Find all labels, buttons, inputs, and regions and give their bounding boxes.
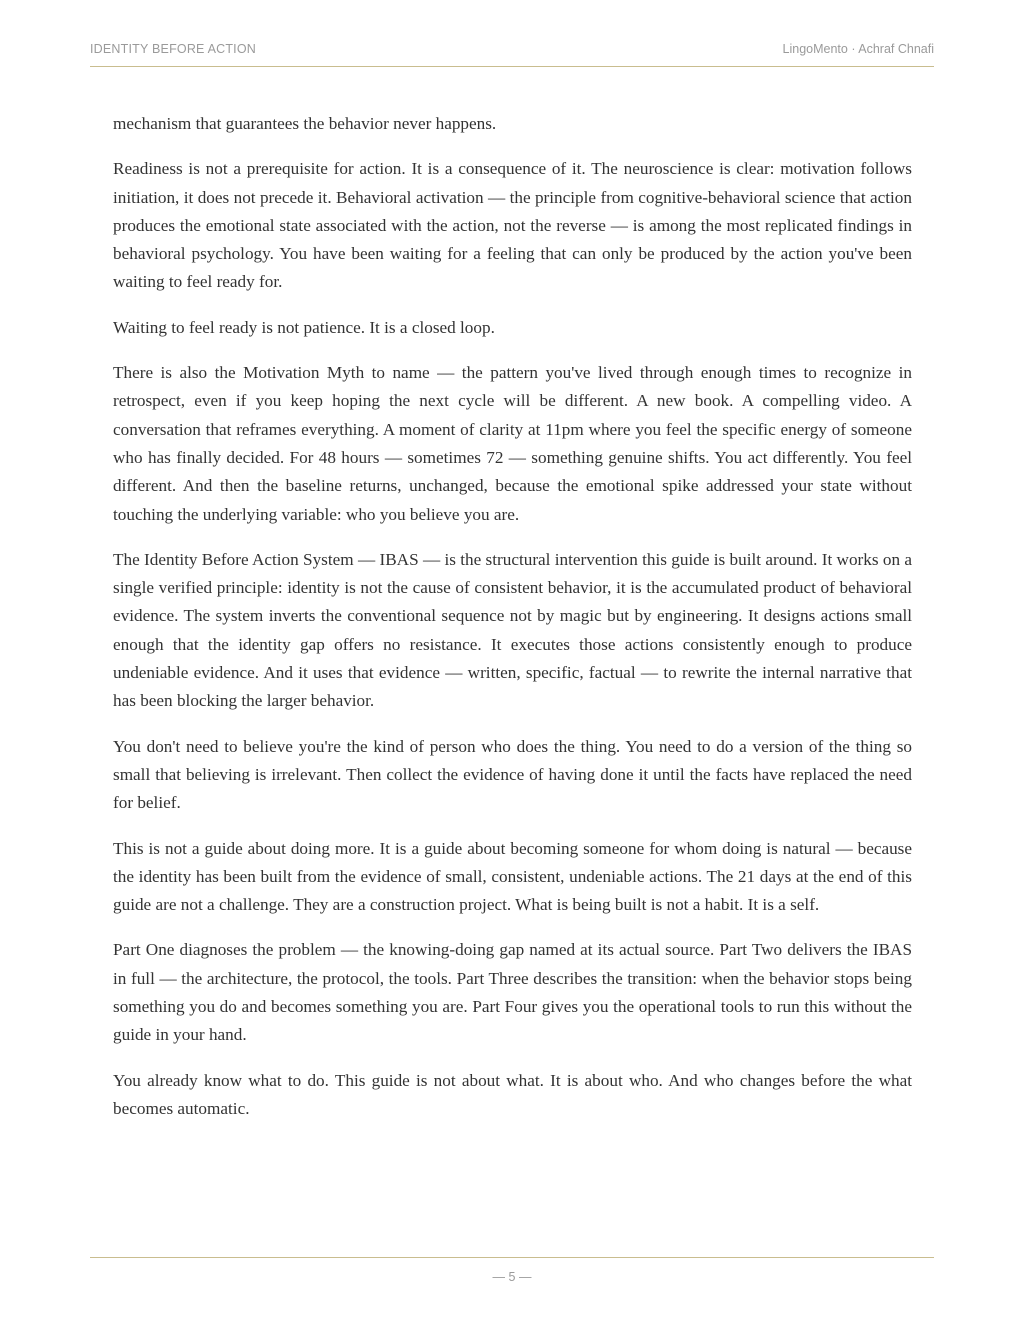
body-text	[113, 110, 912, 1140]
paragraph: This is not a guide about doing more. It is a guide about becoming someone for whom doing is natural — because the identity has been built from the evidence of small, consistent, undeniable actions. The 21 days at the end of this guide are not a challenge. They are a construction project. What is being built is not a habit. It is a self.	[113, 838, 912, 915]
page-number: — 5 —	[492, 1270, 532, 1284]
paragraph: Readiness is not a prerequisite for action. It is a consequence of it. The neuroscience is clear: motivation follows initiation, it does not precede it. Behavioral activation — the principle from cognitive-behavioral science that action produces the emotional state associated with the action, not the reverse — is among the most replicated findings in behavioral psychology. You have been waiting for a feeling that can only be produced by the action you've been waiting to feel ready for.	[113, 159, 912, 292]
paragraph: Part One diagnoses the problem — the knowing-doing gap named at its actual source. Part Two delivers the IBAS in full — the architecture, the protocol, the tools. Part Three describes the transition: when the behavior stops being something you do and becomes something you are. Part Four gives you the operational tools to run this without the guide in your hand.	[113, 940, 912, 1045]
document-title: IDENTITY BEFORE ACTION	[90, 42, 256, 56]
paragraph: You don't need to believe you're the kind of person who does the thing. You need to do a version of the thing so small that believing is irrelevant. Then collect the evidence of having done it until the facts have replaced the need for belief.	[113, 736, 912, 813]
paragraph: There is also the Motivation Myth to name — the pattern you've lived through enough times to recognize in retrospect, even if you keep hoping the next cycle will be different. A new book. A compelling video. A conversation that reframes everything. A moment of clarity at 11pm where you feel the specific energy of someone who has finally decided. For 48 hours — sometimes 72 — something genuine shifts. You act differently. You feel different. And then the baseline returns, unchanged, because the emotional spike addressed your state without touching the underlying variable: who you believe you are.	[113, 363, 912, 524]
page-header	[90, 40, 934, 67]
author-credit: LingoMento · Achraf Chnafi	[782, 42, 934, 56]
page-footer	[90, 1257, 934, 1284]
paragraph: The Identity Before Action System — IBAS — is the structural intervention this guide is built around. It works on a single verified principle: identity is not the cause of consistent behavior, it is the accumulated product of behavioral evidence. The system inverts the conventional sequence not by magic but by engineering. It designs actions small enough that the identity gap offers no resistance. It executes those actions consistently enough to produce undeniable evidence. And it uses that evidence — written, specific, factual — to rewrite the internal narrative that has been blocking the larger behavior.	[113, 549, 912, 711]
paragraph: mechanism that guarantees the behavior never happens.	[113, 114, 497, 133]
paragraph: Waiting to feel ready is not patience. It is a closed loop.	[113, 317, 495, 337]
paragraph: You already know what to do. This guide is not about what. It is about who. And who changes before the what becomes automatic.	[113, 1070, 912, 1118]
